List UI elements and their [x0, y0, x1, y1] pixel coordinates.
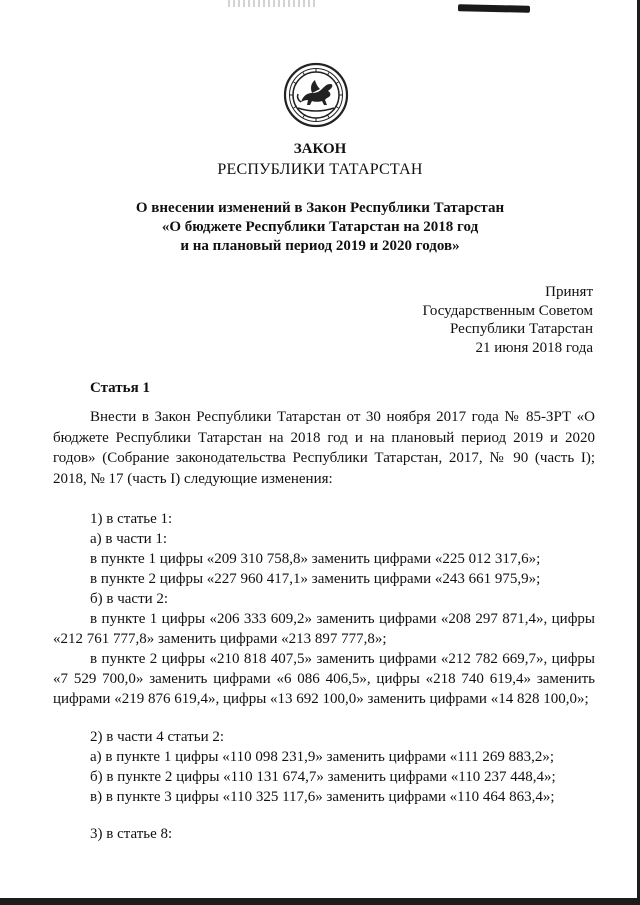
article-heading: Статья 1: [90, 380, 150, 396]
law-name-line: и на плановый период 2019 и 2020 годов»: [180, 238, 460, 254]
amendment-item: а) в пункте 1 цифры «110 098 231,9» заменить цифрами «111 269 883,2»;: [90, 749, 555, 765]
article-intro-paragraph: Внести в Закон Республики Татарстан от 30 ноября 2017 года № 85-ЗРТ «О бюджете Республики Татарстан на 2018 год и на плановый период 2019 и 2020 годов» (Собрание законодательства Республики Татарстан, 2017, № 90 (часть I); 2018, № 17 (часть I) следующие изменения:: [53, 409, 595, 487]
amendment-item: а) в части 1:: [90, 531, 168, 547]
amendment-item: б) в части 2:: [90, 591, 169, 607]
scan-artifact-mark: [458, 4, 530, 13]
amendment-item: цифрами «219 876 619,4», цифры «13 692 100,0» заменить цифрами «14 828 100,0»;: [53, 691, 589, 707]
scan-artifact-top: [228, 0, 316, 7]
amendment-item: 1) в статье 1:: [90, 511, 173, 527]
law-name-line: «О бюджете Республики Татарстан на 2018 год: [161, 219, 479, 235]
amendment-item: в пункте 2 цифры «227 960 417,1» заменить цифрами «243 661 975,9»;: [90, 571, 541, 587]
adoption-line: Республики Татарстан: [449, 321, 593, 337]
document-title-region: РЕСПУБЛИКИ ТАТАРСТАН: [217, 161, 423, 178]
amendment-item: б) в пункте 2 цифры «110 131 674,7» заменить цифрами «110 237 448,4»;: [90, 769, 556, 785]
amendment-item: 3) в статье 8:: [90, 826, 173, 842]
scan-edge-bottom: [0, 898, 640, 905]
document-title: ЗАКОН: [293, 141, 347, 157]
law-name-line: О внесении изменений в Закон Республики Татарстан: [135, 200, 505, 216]
adoption-line: Принят: [545, 284, 593, 300]
adoption-block: [423, 283, 594, 357]
amendment-item: «212 761 777,8» заменить цифрами «213 897 777,8»;: [53, 631, 387, 647]
adoption-line: Государственным Советом: [422, 302, 593, 319]
amendment-item: 2) в части 4 статьи 2:: [90, 729, 225, 745]
amendment-item: «7 529 700,0» заменить цифрами «6 086 406,5», цифры «218 740 619,4» заменить: [53, 671, 595, 687]
amendment-item: в пункте 1 цифры «209 310 758,8» заменить цифрами «225 012 317,6»;: [90, 551, 541, 567]
amendment-item: в пункте 1 цифры «206 333 609,2» заменить цифрами «208 297 871,4», цифры: [90, 611, 595, 627]
coat-of-arms-icon: [283, 62, 349, 128]
adoption-date: 21 июня 2018 года: [475, 339, 593, 356]
amendment-item: в пункте 2 цифры «210 818 407,5» заменить цифрами «212 782 669,7», цифры: [90, 651, 595, 667]
amendment-item: в) в пункте 3 цифры «110 325 117,6» заменить цифрами «110 464 863,4»;: [90, 789, 555, 805]
